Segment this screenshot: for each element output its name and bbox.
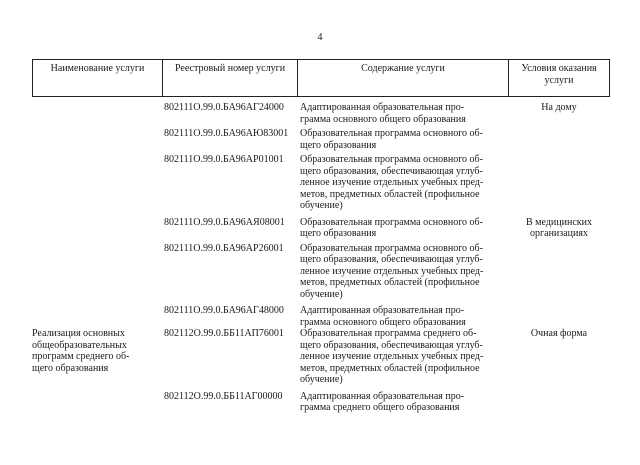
content-line: Образовательная программа среднего об- [300,328,477,339]
service-conditions [508,305,610,328]
content-line: метов, предметных областей (профильное [300,362,480,374]
registry-number: 802111О.99.0.БА96АЯ08001 [164,216,285,228]
service-name-cell [32,154,162,212]
registry-number: 802111О.99.0.БА96АЮ83001 [164,128,289,139]
registry-number: 802111О.99.0.БА96АР26001 [164,242,284,254]
service-name-line: щего образования [32,362,109,374]
service-content [297,102,508,125]
service-conditions [508,243,610,301]
header-conditions-line: Условия оказания [521,63,597,74]
header-registry-number: Реестровый номер услуги [162,60,297,96]
content-line: обучение) [300,200,343,211]
content-line: обучение) [300,288,343,300]
content-line: метов, предметных областей (профильное [300,188,480,200]
content-line: ленное изучение отдельных учебных пред- [300,177,484,188]
service-name-line: общеобразовательных [32,339,127,351]
service-name-line: Реализация основных [32,328,125,339]
service-conditions [508,102,610,125]
content-line: Образовательная программа основного об- [300,216,483,228]
service-conditions [508,217,610,240]
service-content [297,217,508,240]
page-number: 4 [317,32,323,43]
service-name-cell [32,128,162,151]
service-conditions [508,391,610,414]
service-content [297,328,508,386]
conditions-line: В медицинских [526,216,592,228]
content-line: Адаптированная образовательная про- [300,390,465,402]
content-line: щего образования, обеспечивающая углуб- [300,165,483,177]
service-name-line: программ среднего об- [32,351,130,362]
service-content [297,154,508,212]
content-line: Образовательная программа основного об- [300,242,483,254]
content-line: ленное изучение отдельных учебных пред- [300,265,484,277]
conditions-line: Очная форма [530,328,588,339]
content-line: щего образования [300,139,377,151]
registry-number: 802112О.99.0.ББ11АП76001 [164,328,284,339]
service-content [297,305,508,328]
content-line: ленное изучение отдельных учебных пред- [300,351,484,362]
service-name-cell [32,328,162,386]
header-conditions-line: услуги [544,74,574,86]
conditions-line: организациях [530,228,588,239]
service-name-cell [32,391,162,414]
header-service-name: Наименование услуги [32,60,162,96]
content-line: грамма основного общего образования [300,316,466,328]
content-line: грамма среднего общего образования [300,402,460,413]
conditions-line: На дому [541,102,577,113]
service-conditions [508,154,610,212]
service-content [297,243,508,301]
service-name-cell [32,243,162,301]
registry-number: 802111О.99.0.БА96АГ24000 [164,102,284,113]
registry-number: 802111О.99.0.БА96АР01001 [164,154,284,165]
header-service-content: Содержание услуги [297,60,508,96]
service-name-cell [32,217,162,240]
content-line: щего образования [300,228,377,239]
content-line: щего образования, обеспечивающая углуб- [300,254,483,265]
content-line: метов, предметных областей (профильное [300,277,480,288]
header-service-conditions [508,60,610,96]
service-conditions [508,128,610,151]
service-content [297,128,508,151]
service-content [297,391,508,414]
content-line: Образовательная программа основного об- [300,154,483,165]
content-line: щего образования, обеспечивающая углуб- [300,339,483,351]
service-name-cell [32,102,162,125]
service-name-cell [32,305,162,328]
table-header [32,59,610,97]
service-conditions [508,328,610,386]
content-line: грамма основного общего образования [300,113,466,125]
registry-number: 802111О.99.0.БА96АГ48000 [164,305,284,316]
table-body [32,97,610,414]
content-line: Адаптированная образовательная про- [300,305,465,316]
registry-number: 802112О.99.0.ББ11АГ00000 [164,390,283,402]
services-table [32,59,610,414]
content-line: Адаптированная образовательная про- [300,102,465,113]
content-line: Образовательная программа основного об- [300,128,483,139]
content-line: обучение) [300,374,343,385]
